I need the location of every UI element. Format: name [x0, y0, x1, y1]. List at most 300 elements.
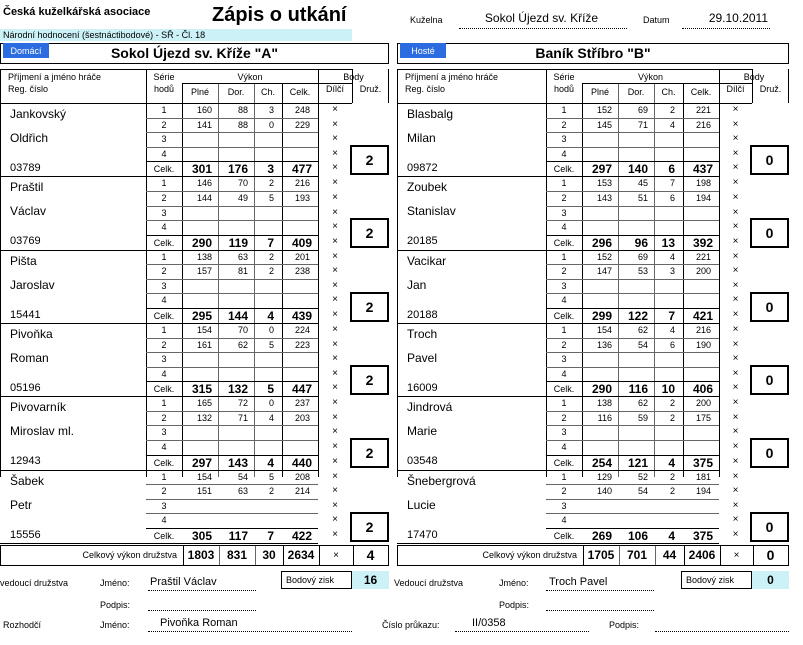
home-col-dor-h: Dor.: [227, 87, 245, 97]
association-name: Česká kuželkářská asociace: [3, 6, 151, 18]
guest-total-label: Celk.: [553, 311, 575, 321]
guest-series-num: 2: [561, 119, 567, 130]
home-dilci-mark: ×: [332, 250, 338, 262]
guest-player-bottom: [397, 470, 719, 471]
home-player-bottom: [0, 250, 318, 251]
guest-left-border: [397, 69, 398, 477]
home-series-num: 1: [161, 471, 167, 482]
home-player-points: 2: [350, 438, 389, 468]
home-plne-value: 165: [196, 398, 212, 409]
home-celk-value: 214: [294, 486, 310, 497]
venue-field: [459, 10, 627, 29]
home-celk-value: 238: [294, 266, 310, 277]
home-player-firstname: Jaroslav: [10, 277, 55, 292]
home-series-num: 2: [161, 192, 167, 203]
guest-header-bottom: [397, 103, 752, 104]
home-row-line: [146, 499, 318, 500]
guest-dilci-mark: ×: [732, 499, 739, 511]
home-dilci-mark: ×: [332, 397, 338, 409]
guest-total-celk: 392: [692, 235, 713, 250]
home-dilci-mark: ×: [332, 411, 338, 423]
home-series-num: 4: [161, 295, 167, 306]
guest-row-line: [546, 118, 719, 119]
guest-dilci-mark: ×: [732, 250, 739, 262]
guest-celk-value: 221: [695, 251, 711, 262]
guest-series-num: 1: [561, 105, 567, 115]
guest-row-line: [546, 264, 719, 265]
guest-dilci-mark: ×: [732, 177, 739, 189]
guest-total-ch: 10: [661, 382, 675, 397]
home-total-ch: 4: [267, 309, 274, 323]
guest-series-num: 1: [561, 178, 567, 189]
home-series-num: 4: [161, 148, 167, 159]
guest-row-line: [546, 513, 719, 514]
home-series-num: 2: [161, 339, 167, 350]
home-player-surname: Šabek: [10, 473, 45, 488]
guest-player-surname: Zoubek: [407, 180, 448, 195]
guest-dor-value: 69: [637, 251, 648, 262]
guest-header-top: [397, 69, 752, 70]
home-dor-value: 63: [237, 251, 248, 262]
guest-dilci-mark: ×: [732, 104, 739, 115]
guest-leader-name: Troch Pavel: [549, 576, 608, 588]
guest-celk-value: 190: [695, 339, 711, 350]
guest-series-num: 3: [561, 134, 567, 145]
guest-series-num: 4: [561, 442, 567, 452]
home-vykon-line: [182, 83, 318, 84]
home-series-num: 4: [161, 442, 167, 452]
guest-col-series2: hodů: [553, 84, 575, 94]
guest-plne-value: 154: [596, 324, 612, 335]
home-ch-value: 4: [268, 412, 274, 423]
guest-total-mark: ×: [732, 455, 739, 467]
home-total-celk: 409: [291, 235, 312, 250]
home-total-celk: 447: [291, 382, 312, 397]
guest-series-num: 2: [561, 192, 567, 203]
home-total-mark: ×: [332, 162, 338, 174]
home-total-ch: 3: [267, 162, 274, 177]
home-dilci-mark: ×: [332, 441, 338, 452]
home-sum-label: Celkový výkon družstva: [82, 550, 177, 560]
guest-player-firstname: Pavel: [407, 350, 438, 365]
date-field: [682, 10, 770, 29]
guest-total-plne: 296: [591, 235, 612, 250]
guest-celk-value: 221: [695, 105, 711, 115]
home-total-celk: 422: [291, 528, 312, 543]
home-series-num: 4: [161, 368, 167, 379]
guest-dilci-mark: ×: [732, 191, 739, 203]
home-team-name: Sokol Újezd sv. Kříže "A": [110, 45, 279, 61]
guest-player-points: 0: [750, 438, 789, 468]
home-col-vykon: Výkon: [237, 72, 263, 82]
guest-plne-value: 145: [596, 119, 612, 130]
guest-player-points: 0: [750, 145, 789, 175]
home-series-num: 1: [161, 398, 167, 409]
home-player-reg: 15556: [10, 528, 41, 541]
guest-ch-value: 2: [669, 105, 675, 115]
guest-player-points: 0: [750, 218, 789, 248]
home-celk-value: 193: [294, 192, 310, 203]
home-dilci-mark: ×: [332, 499, 338, 511]
guest-dilci-mark: ×: [732, 265, 739, 277]
home-player-bottom: [0, 470, 318, 471]
guest-ch-value: 2: [669, 398, 675, 409]
home-sign-line: [148, 610, 256, 611]
home-player-reg: 05196: [10, 381, 41, 394]
guest-plne-value: 136: [596, 339, 612, 350]
guest-player-reg: 09872: [407, 162, 438, 174]
home-series-num: 2: [161, 486, 167, 497]
home-series-num: 1: [161, 178, 167, 189]
home-dor-value: 81: [237, 266, 248, 277]
guest-total-label: Celk.: [553, 164, 575, 175]
home-player-firstname: Miroslav ml.: [10, 424, 75, 439]
home-player-reg: 12943: [10, 455, 41, 468]
card-line: [455, 631, 589, 632]
guest-player-reg: 16009: [407, 381, 438, 394]
guest-player-surname: Jindrová: [407, 400, 453, 415]
guest-player-surname: Vacikar: [407, 253, 447, 268]
guest-col-body: Body: [743, 72, 765, 82]
home-player-reg: 15441: [10, 308, 41, 321]
guest-plne-value: 143: [596, 192, 612, 203]
guest-vykon-line: [582, 83, 719, 84]
home-player-bottom: [0, 543, 318, 544]
home-total-plne: 315: [191, 382, 212, 397]
guest-row-line: [546, 499, 719, 500]
guest-dor-value: 69: [637, 105, 648, 115]
home-celk-value: 229: [294, 119, 310, 130]
home-total-mark: ×: [332, 235, 338, 247]
home-series-num: 2: [161, 412, 167, 423]
guest-dor-value: 45: [637, 178, 648, 189]
guest-total-celk: 421: [692, 309, 713, 323]
guest-row-line: [546, 206, 719, 207]
guest-dilci-mark: ×: [732, 294, 739, 306]
venue-label: Kuželna: [410, 15, 443, 25]
home-total-dor: 143: [227, 455, 248, 470]
home-dilci-mark: ×: [332, 514, 338, 526]
guest-dilci-mark: ×: [732, 441, 739, 452]
home-dilci-mark: ×: [332, 353, 338, 365]
home-sum-plne: 1803: [187, 548, 215, 562]
home-dor-value: 72: [237, 398, 248, 409]
home-player-surname: Pišta: [10, 253, 37, 268]
home-plne-value: 138: [196, 251, 212, 262]
card-number: II/0358: [472, 617, 506, 629]
home-row-line: [146, 293, 318, 294]
guest-sum-ch: 44: [662, 548, 677, 562]
home-total-plne: 295: [191, 309, 212, 323]
home-series-num: 3: [161, 500, 167, 511]
guest-col-plne: Plné: [590, 87, 609, 97]
home-dilci-mark: ×: [332, 279, 338, 291]
home-total-plne: 301: [191, 162, 212, 177]
home-sum-dor: 831: [226, 548, 248, 562]
guest-player-surname: Troch: [407, 326, 438, 341]
guest-plne-value: 147: [596, 266, 612, 277]
guest-dor-value: 54: [637, 339, 648, 350]
guest-series-num: 1: [561, 471, 567, 482]
guest-celk-value: 200: [695, 398, 711, 409]
home-player-surname: Pivovarník: [10, 400, 67, 415]
home-sign-label: Podpis:: [100, 600, 131, 610]
guest-player-bottom: [397, 543, 719, 544]
home-team-total: [0, 545, 389, 566]
home-sum-points: 4: [366, 547, 375, 563]
guest-col-vykon: Výkon: [637, 72, 663, 82]
home-ch-value: 2: [268, 266, 274, 277]
guest-series-num: 1: [561, 324, 567, 335]
home-total-label: Celk.: [153, 164, 175, 175]
guest-player-bottom: [397, 396, 719, 397]
home-series-num: 3: [161, 207, 167, 218]
home-celk-value: 223: [294, 339, 310, 350]
guest-player-firstname: Lucie: [407, 497, 436, 512]
guest-celk-value: 194: [695, 486, 711, 497]
home-row-line: [146, 484, 318, 485]
guest-series-num: 4: [561, 295, 567, 306]
guest-dor-value: 62: [637, 398, 648, 409]
guest-sum-points: 0: [766, 547, 775, 563]
guest-total-label: Celk.: [553, 530, 575, 541]
home-dilci-mark: ×: [332, 206, 338, 218]
guest-series-num: 2: [561, 339, 567, 350]
home-player-surname: Pivoňka: [10, 326, 53, 341]
home-dor-value: 49: [237, 192, 248, 203]
guest-total-plne: 254: [591, 455, 612, 470]
guest-row-line: [546, 484, 719, 485]
guest-series-num: 2: [561, 266, 567, 277]
guest-row-line: [546, 147, 719, 148]
guest-dor-value: 62: [637, 324, 648, 335]
home-row-line: [146, 411, 318, 412]
home-total-plne: 297: [191, 455, 212, 470]
home-row-line: [146, 440, 318, 441]
home-dor-value: 88: [237, 105, 248, 115]
home-total-label: Celk.: [153, 311, 175, 321]
home-total-label: Celk.: [153, 457, 175, 468]
guest-points-box: [681, 571, 789, 589]
guest-total-ch: 4: [668, 455, 675, 470]
home-dor-value: 70: [237, 178, 248, 189]
guest-dor-value: 51: [637, 192, 648, 203]
home-celk-value: 237: [294, 398, 310, 409]
guest-ch-value: 4: [669, 251, 675, 262]
home-total-mark: ×: [332, 528, 338, 540]
guest-total-ch: 6: [668, 162, 675, 177]
guest-dilci-mark: ×: [732, 514, 739, 526]
guest-row-line: [546, 220, 719, 221]
home-player-points: 2: [350, 292, 389, 322]
guest-row-line: [546, 352, 719, 353]
guest-player-firstname: Stanislav: [407, 204, 456, 219]
guest-ch-value: 2: [669, 471, 675, 482]
guest-row-line: [546, 411, 719, 412]
guest-total-dor: 116: [628, 382, 648, 397]
home-col-reg: Reg. číslo: [8, 84, 49, 94]
home-plne-value: 160: [196, 105, 212, 115]
guest-name-label: Jméno:: [499, 578, 529, 588]
home-col-plne: Plné: [190, 87, 209, 97]
home-row-line: [146, 367, 318, 368]
home-player-points: 2: [350, 145, 389, 175]
guest-total-mark: ×: [732, 162, 739, 174]
referee-sign-line: [655, 631, 789, 632]
guest-leader-label: Vedoucí družstva: [394, 578, 464, 588]
home-celk-value: 224: [294, 324, 310, 335]
home-ch-value: 0: [268, 398, 274, 409]
home-player-points: 2: [350, 365, 389, 395]
home-ch-value: 3: [268, 105, 274, 115]
guest-series-num: 4: [561, 368, 567, 379]
guest-player-points: 0: [750, 292, 789, 322]
home-ch-value: 0: [268, 324, 274, 335]
home-series-num: 3: [161, 427, 167, 438]
home-leader-label: vedoucí družstva: [0, 578, 69, 588]
home-dilci-mark: ×: [332, 294, 338, 306]
guest-ch-value: 6: [669, 192, 675, 203]
guest-total-plne: 269: [591, 528, 612, 543]
home-dor-value: 71: [237, 412, 248, 423]
guest-ch-value: 3: [669, 266, 675, 277]
home-dilci-mark: ×: [332, 338, 338, 350]
referee-sign-label: Podpis:: [609, 620, 640, 630]
guest-row-line: [546, 132, 719, 133]
home-row-line: [146, 147, 318, 148]
guest-player-points: 0: [750, 365, 789, 395]
home-plne-value: 146: [196, 178, 212, 189]
home-row-line: [146, 220, 318, 221]
home-dor-value: 63: [237, 486, 248, 497]
guest-sum-dor: 701: [626, 548, 648, 562]
guest-total-dor: 122: [627, 309, 648, 323]
home-col-body: Body: [343, 72, 364, 82]
home-sum-ch: 30: [262, 548, 276, 562]
scoring-subtitle: Národní hodnocení (šestnáctibodové) - SŘ - Čl. 18: [0, 29, 352, 41]
guest-series-num: 1: [561, 398, 567, 409]
home-dilci-mark: ×: [332, 147, 338, 159]
home-series-num: 3: [161, 134, 167, 145]
home-player-firstname: Václav: [10, 204, 47, 219]
guest-dilci-mark: ×: [732, 221, 739, 233]
home-dilci-mark: ×: [332, 485, 338, 497]
home-total-dor: 132: [227, 382, 248, 397]
guest-col-celk-h: Celk.: [690, 87, 712, 97]
guest-dilci-mark: ×: [732, 118, 739, 130]
home-col-celk-h: Celk.: [289, 87, 311, 97]
guest-col-ch-h: Ch.: [661, 87, 676, 97]
guest-player-surname: Šnebergrová: [407, 473, 476, 488]
home-player-bottom: [0, 396, 318, 397]
home-leader-name: Praštil Václav: [150, 576, 217, 588]
guest-col-series1: Série: [553, 72, 575, 82]
home-total-mark: ×: [332, 455, 338, 467]
home-total-mark: ×: [332, 382, 338, 394]
guest-plne-value: 140: [596, 486, 612, 497]
home-total-ch: 5: [267, 382, 274, 397]
guest-dilci-mark: ×: [732, 338, 739, 350]
card-label: Číslo průkazu:: [382, 620, 440, 630]
guest-col-name: Příjmení a jméno hráče: [405, 72, 499, 82]
guest-player-firstname: Marie: [407, 424, 438, 439]
home-total-ch: 7: [267, 528, 274, 543]
home-player-surname: Praštil: [10, 180, 44, 195]
home-dilci-mark: ×: [332, 221, 338, 233]
guest-series-num: 3: [561, 280, 567, 291]
guest-player-surname: Blasbalg: [407, 107, 454, 121]
guest-dilci-mark: ×: [732, 133, 739, 145]
home-dor-value: 88: [237, 119, 248, 130]
home-dilci-mark: ×: [332, 133, 338, 145]
home-series-num: 1: [161, 324, 167, 335]
guest-plne-value: 152: [596, 105, 612, 115]
guest-total-mark: ×: [732, 528, 739, 540]
home-ch-value: 5: [268, 339, 274, 350]
home-player-firstname: Petr: [10, 497, 33, 512]
guest-total-mark: ×: [732, 382, 739, 394]
guest-total-plne: 299: [591, 309, 612, 323]
home-col-druz: Druž.: [359, 84, 382, 94]
home-player-firstname: Roman: [10, 350, 49, 365]
referee-name-label: Jméno:: [100, 620, 130, 630]
guest-total-celk: 375: [692, 528, 713, 543]
guest-dor-value: 71: [637, 119, 648, 130]
home-celk-value: 203: [294, 412, 310, 423]
home-sum-mark: ×: [333, 550, 339, 561]
guest-series-num: 3: [561, 500, 567, 511]
home-score-table: [0, 69, 392, 545]
guest-plne-value: 138: [596, 398, 612, 409]
guest-row-line: [546, 293, 719, 294]
guest-dilci-mark: ×: [732, 397, 739, 409]
home-plne-value: 154: [196, 471, 212, 482]
guest-player-points: 0: [750, 512, 789, 542]
guest-player-reg: 20188: [407, 308, 438, 321]
home-row-line: [146, 279, 318, 280]
guest-total-mark: ×: [732, 309, 739, 320]
guest-celk-value: 198: [695, 178, 711, 189]
guest-bod-label: Bodový zisk: [686, 575, 735, 585]
home-total-ch: 4: [267, 455, 274, 470]
date-value: 29.10.2011: [708, 11, 768, 25]
home-series-num: 4: [161, 222, 167, 233]
home-row-line: [146, 425, 318, 426]
guest-plne-value: 116: [597, 412, 612, 423]
guest-ch-value: 4: [669, 119, 675, 130]
guest-total-mark: ×: [732, 235, 739, 247]
guest-ch-value: 4: [669, 324, 675, 335]
home-player-bottom: [0, 323, 318, 324]
guest-bod-value: 0: [751, 571, 789, 589]
guest-right-head: [788, 69, 789, 103]
guest-team-bar: [397, 43, 789, 64]
home-total-dor: 119: [228, 235, 248, 250]
home-player-bottom: [0, 176, 318, 177]
guest-dilci-mark: ×: [732, 411, 739, 423]
guest-sum-celk: 2406: [688, 548, 716, 562]
home-series-num: 1: [161, 105, 167, 115]
home-left-border: [0, 69, 1, 477]
guest-total-dor: 140: [627, 162, 648, 177]
home-leader-line: [148, 590, 256, 591]
guest-total-celk: 406: [692, 382, 713, 397]
home-row-line: [146, 191, 318, 192]
home-celk-value: 248: [294, 105, 310, 115]
home-row-line: [146, 206, 318, 207]
home-header-bottom: [0, 103, 352, 104]
referee-label: Rozhodčí: [3, 620, 42, 630]
